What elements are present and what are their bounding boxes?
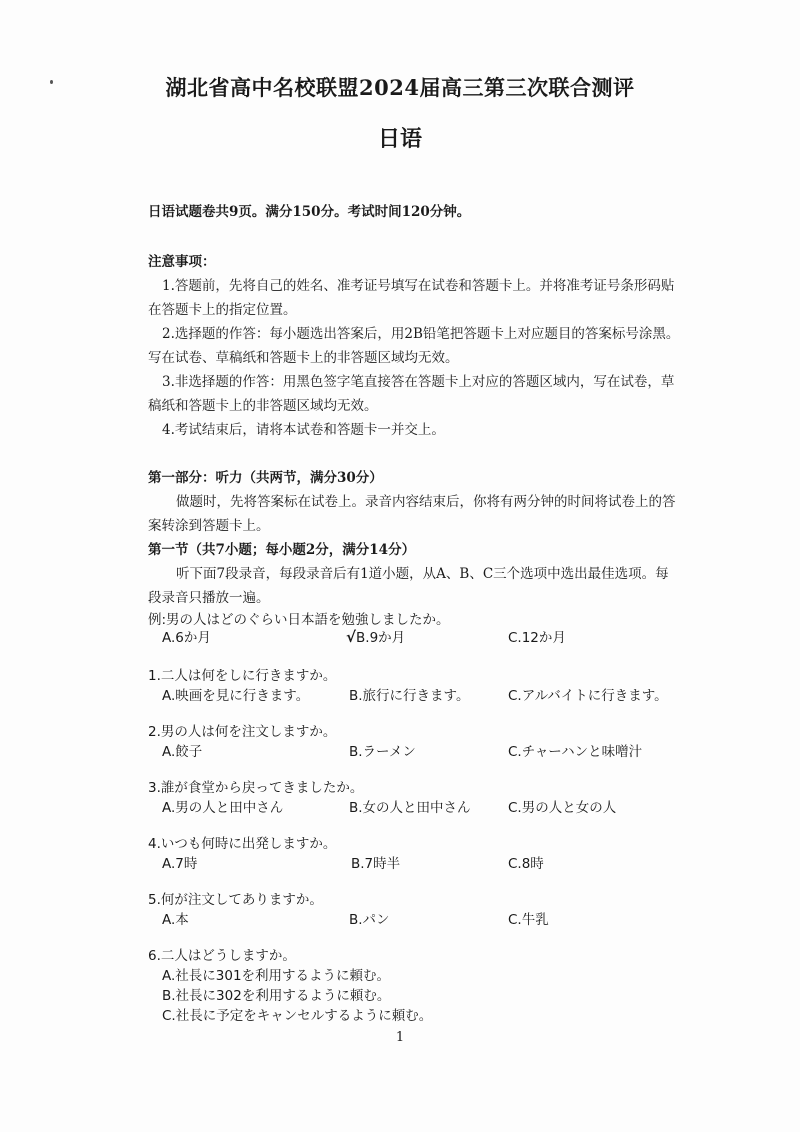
question-2-option-b: B.ラーメン <box>349 744 416 760</box>
note-4: 4.考试结束后，请将本试卷和答题卡一并交上。 <box>162 422 445 438</box>
question-6: 6.二人はどうしますか。 <box>148 948 296 964</box>
part1-heading: 第一部分：听力（共两节，满分30分） <box>148 470 383 486</box>
note-3-line-1: 3.非选择题的作答：用黑色签字笔直接答在答题卡上对应的答题区域内，写在试卷，草 <box>162 374 675 390</box>
question-6-option-b: B.社長に302を利用するように頼む。 <box>162 988 391 1004</box>
example-option-b: √B.9か月 <box>346 628 406 646</box>
question-4-option-c: C.8時 <box>508 856 544 872</box>
question-4-option-a: A.7時 <box>162 856 198 872</box>
question-6-option-c: C.社長に予定をキャンセルするように頼む。 <box>162 1008 433 1024</box>
question-2-option-c: C.チャーハンと味噌汁 <box>508 744 643 760</box>
exam-intro: 日语试题卷共9页。满分150分。考试时间120分钟。 <box>148 204 471 220</box>
question-1-option-b: B.旅行に行きます。 <box>349 688 470 704</box>
question-5-option-b: B.パン <box>349 912 390 928</box>
question-3-option-c: C.男の人と女の人 <box>508 800 617 816</box>
example-option-a: A.6か月 <box>162 630 211 646</box>
question-5-option-a: A.本 <box>162 912 189 928</box>
note-2-line-2: 写在试卷、草稿纸和答题卡上的非答题区域均无效。 <box>148 350 459 366</box>
question-2-option-a: A.餃子 <box>162 744 203 760</box>
question-5: 5.何が注文してありますか。 <box>148 892 323 908</box>
question-4-option-b: B.7時半 <box>351 856 401 872</box>
question-1: 1.二人は何をしに行きますか。 <box>148 668 337 684</box>
check-mark-icon: √ <box>346 628 357 646</box>
note-3-line-2: 稿纸和答题卡上的非答题区域均无效。 <box>148 398 378 414</box>
question-4: 4.いつも何時に出発しますか。 <box>148 836 337 852</box>
notes-heading: 注意事项： <box>148 254 216 270</box>
example-question: 例:男の人はどのぐらい日本語を勉強しましたか。 <box>148 612 450 628</box>
note-1-line-2: 在答题卡上的指定位置。 <box>148 302 297 318</box>
example-option-c: C.12か月 <box>508 630 566 646</box>
note-2-line-1: 2.选择题的作答：每小题选出答案后，用2B铅笔把答题卡上对应题目的答案标号涂黑。 <box>162 326 680 342</box>
section1-heading: 第一节（共7小题；每小题2分，满分14分） <box>148 542 416 558</box>
question-3: 3.誰が食堂から戻ってきましたか。 <box>148 780 364 796</box>
section1-desc-line-2: 段录音只播放一遍。 <box>148 590 270 606</box>
section1-desc-line-1: 听下面7段录音，每段录音后有1道小题，从A、B、C三个选项中选出最佳选项。每 <box>176 566 669 582</box>
part1-desc-line-1: 做题时，先将答案标在试卷上。录音内容结束后，你将有两分钟的时间将试卷上的答 <box>176 494 676 510</box>
question-2: 2.男の人は何を注文しますか。 <box>148 724 337 740</box>
question-3-option-a: A.男の人と田中さん <box>162 800 284 816</box>
question-1-option-a: A.映画を見に行きます。 <box>162 688 310 704</box>
part1-desc-line-2: 案转涂到答题卡上。 <box>148 518 270 534</box>
question-3-option-b: B.女の人と田中さん <box>349 800 471 816</box>
question-1-option-c: C.アルバイトに行きます。 <box>508 688 668 704</box>
question-6-option-a: A.社長に301を利用するように頼む。 <box>162 968 391 984</box>
note-1-line-1: 1.答题前，先将自己的姓名、准考证号填写在试卷和答题卡上。并将准考证号条形码贴 <box>162 278 675 294</box>
exam-title: 湖北省高中名校联盟2024届高三第三次联合测评 <box>165 75 635 100</box>
page-number: 1 <box>395 1030 405 1045</box>
subject-title: 日语 <box>377 126 422 152</box>
question-5-option-c: C.牛乳 <box>508 912 549 928</box>
